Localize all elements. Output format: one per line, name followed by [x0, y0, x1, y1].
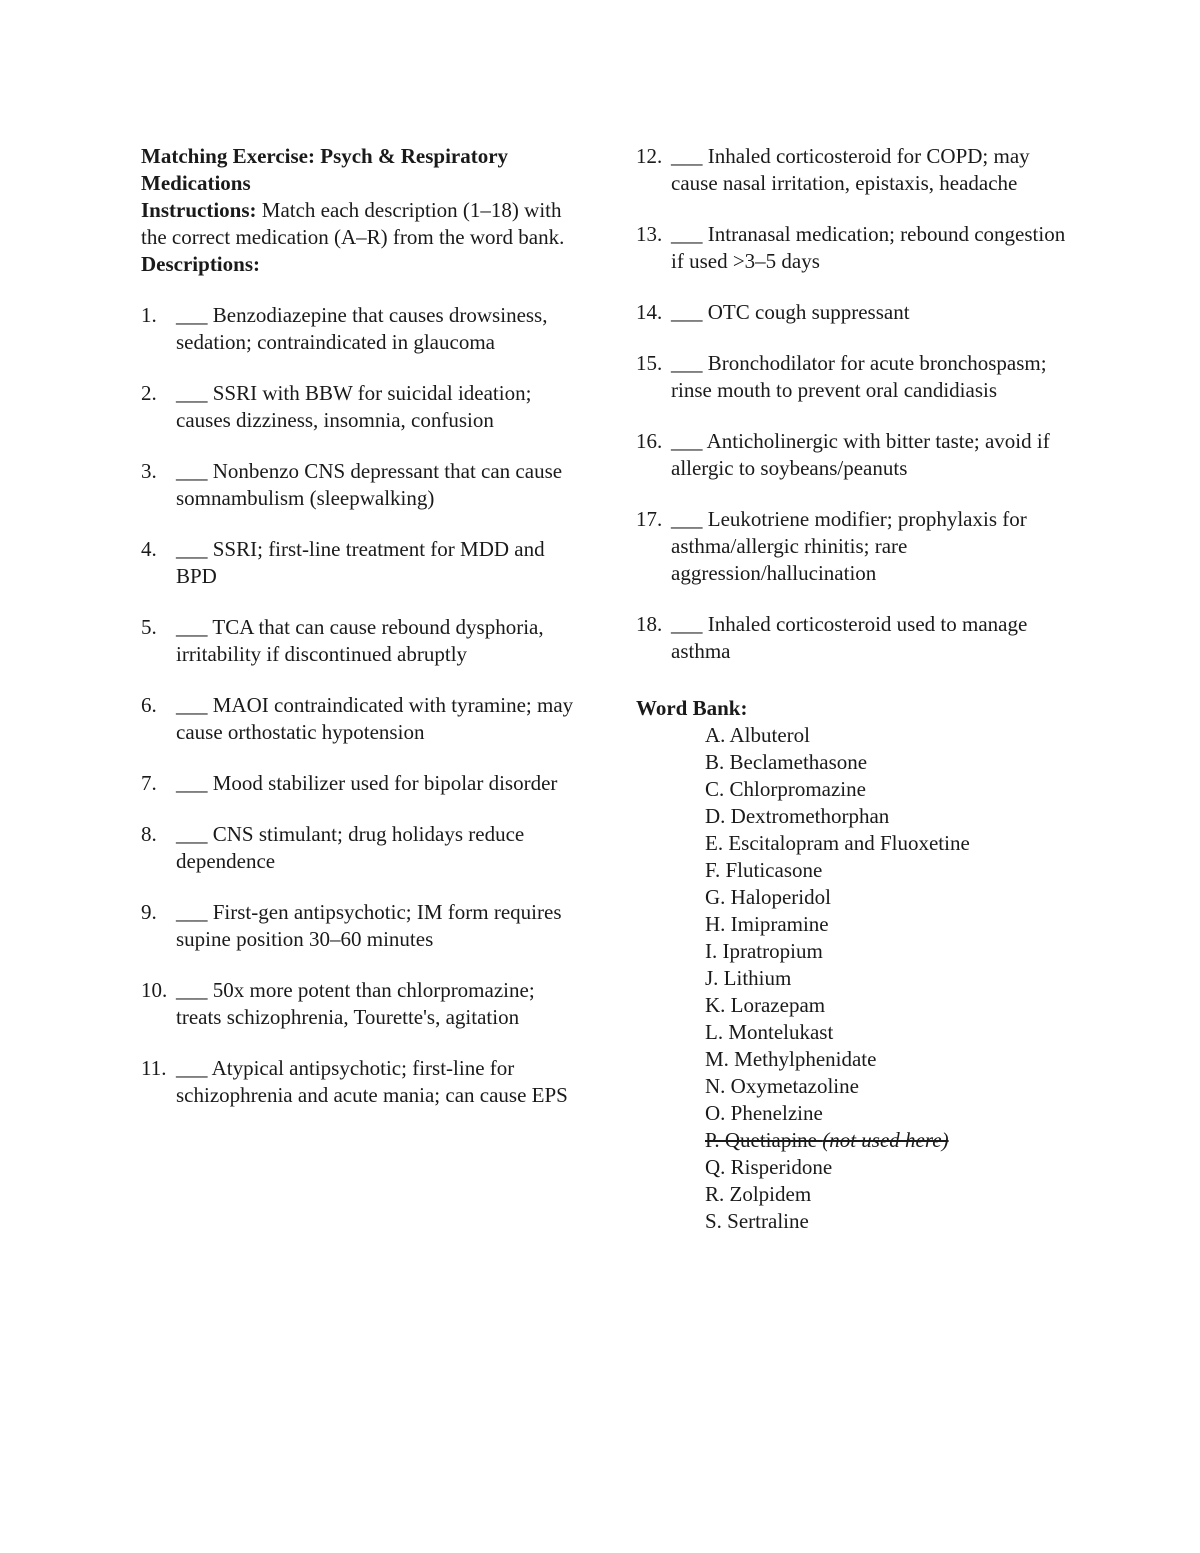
item-text: ___ Anticholinergic with bitter taste; avoid if allergic to soybeans/peanuts [671, 429, 1050, 480]
item-text: ___ Benzodiazepine that causes drowsiness, sedation; contraindicated in glaucoma [176, 303, 548, 354]
instructions [141, 197, 581, 251]
instructions-label: Instructions: [141, 198, 257, 222]
item-number: 13. [636, 222, 663, 246]
description-item [141, 821, 581, 875]
descriptions-label: Descriptions: [141, 252, 260, 276]
struck-item-text: P. Quetiapine [705, 1128, 817, 1152]
word-bank-item: Q. Risperidone [705, 1155, 833, 1179]
description-item [141, 302, 581, 356]
word-bank-item: C. Chlorpromazine [705, 777, 866, 801]
item-number: 17. [636, 507, 663, 531]
item-text: ___ MAOI contraindicated with tyramine; may cause orthostatic hypotension [176, 693, 574, 744]
item-text: ___ TCA that can cause rebound dysphoria, irritability if discontinued abruptly [176, 615, 544, 666]
word-bank-item: H. Imipramine [705, 912, 829, 936]
descriptions-list-left [141, 302, 581, 1109]
item-text: ___ First-gen antipsychotic; IM form requires supine position 30–60 minutes [176, 900, 562, 951]
item-text: ___ Intranasal medication; rebound congestion if used >3–5 days [671, 222, 1066, 273]
item-text: ___ Nonbenzo CNS depressant that can cause somnambulism (sleepwalking) [176, 459, 563, 510]
item-number: 4. [141, 537, 157, 561]
item-text: ___ Atypical antipsychotic; first-line for schizophrenia and acute mania; can cause EPS [176, 1056, 568, 1107]
description-item [141, 380, 581, 434]
description-item [141, 536, 581, 590]
item-number: 5. [141, 615, 157, 639]
item-number: 8. [141, 822, 157, 846]
word-bank-item: N. Oxymetazoline [705, 1074, 859, 1098]
item-number: 6. [141, 693, 157, 717]
word-bank-item: F. Fluticasone [705, 858, 823, 882]
word-bank-item: I. Ipratropium [705, 939, 823, 963]
description-item [636, 611, 1076, 665]
word-bank-item: K. Lorazepam [705, 993, 826, 1017]
item-number: 10. [141, 978, 168, 1002]
item-text: ___ 50x more potent than chlorpromazine; treats schizophrenia, Tourette's, agitation [176, 978, 535, 1029]
word-bank-item: E. Escitalopram and Fluoxetine [705, 831, 970, 855]
right-column [636, 143, 1076, 1235]
item-number: 2. [141, 381, 157, 405]
word-bank-title: Word Bank: [636, 696, 748, 720]
item-number: 9. [141, 900, 157, 924]
word-bank-item: L. Montelukast [705, 1020, 834, 1044]
item-text: ___ OTC cough suppressant [671, 300, 910, 324]
item-number: 12. [636, 144, 663, 168]
description-item [141, 977, 581, 1031]
item-number: 14. [636, 300, 663, 324]
word-bank-item: D. Dextromethorphan [705, 804, 890, 828]
word-bank-item: O. Phenelzine [705, 1101, 823, 1125]
left-column [141, 143, 581, 1133]
description-item [636, 428, 1076, 482]
struck-item-note: (not used here) [822, 1128, 949, 1152]
word-bank-item: M. Methylphenidate [705, 1047, 877, 1071]
item-text: ___ SSRI; first-line treatment for MDD and BPD [176, 537, 545, 588]
word-bank-item: G. Haloperidol [705, 885, 831, 909]
description-item [636, 350, 1076, 404]
word-bank-list [636, 722, 1076, 1235]
item-text: ___ Mood stabilizer used for bipolar disorder [176, 771, 558, 795]
page-title: Matching Exercise: Psych & Respiratory Medications [141, 144, 509, 195]
description-item [141, 692, 581, 746]
item-text: ___ SSRI with BBW for suicidal ideation; causes dizziness, insomnia, confusion [176, 381, 532, 432]
word-bank-item: B. Beclamethasone [705, 750, 868, 774]
item-text: ___ Inhaled corticosteroid for COPD; may cause nasal irritation, epistaxis, headache [671, 144, 1030, 195]
description-item [141, 1055, 581, 1109]
item-text: ___ Inhaled corticosteroid used to manage asthma [671, 612, 1028, 663]
description-item [636, 143, 1076, 197]
description-item [141, 899, 581, 953]
description-item [636, 299, 1076, 326]
word-bank-item: A. Albuterol [705, 723, 810, 747]
item-number: 7. [141, 771, 157, 795]
word-bank-item: J. Lithium [705, 966, 792, 990]
item-text: ___ Leukotriene modifier; prophylaxis for asthma/allergic rhinitis; rare aggression/hallucination [671, 507, 1027, 585]
item-number: 3. [141, 459, 157, 483]
description-item [636, 506, 1076, 587]
word-bank-item: S. Sertraline [705, 1209, 809, 1233]
item-text: ___ Bronchodilator for acute bronchospasm; rinse mouth to prevent oral candidiasis [671, 351, 1047, 402]
item-text: ___ CNS stimulant; drug holidays reduce dependence [176, 822, 525, 873]
item-number: 11. [141, 1056, 167, 1080]
descriptions-list-right [636, 143, 1076, 665]
description-item [141, 458, 581, 512]
description-item [636, 221, 1076, 275]
instructions-text: Match each description (1–18) with the correct medication (A–R) from the word bank. [141, 198, 565, 249]
item-number: 18. [636, 612, 663, 636]
item-number: 16. [636, 429, 663, 453]
word-bank-item-struck [705, 1127, 1076, 1154]
word-bank-item: R. Zolpidem [705, 1182, 812, 1206]
item-number: 15. [636, 351, 663, 375]
description-item [141, 770, 581, 797]
item-number: 1. [141, 303, 157, 327]
description-item [141, 614, 581, 668]
